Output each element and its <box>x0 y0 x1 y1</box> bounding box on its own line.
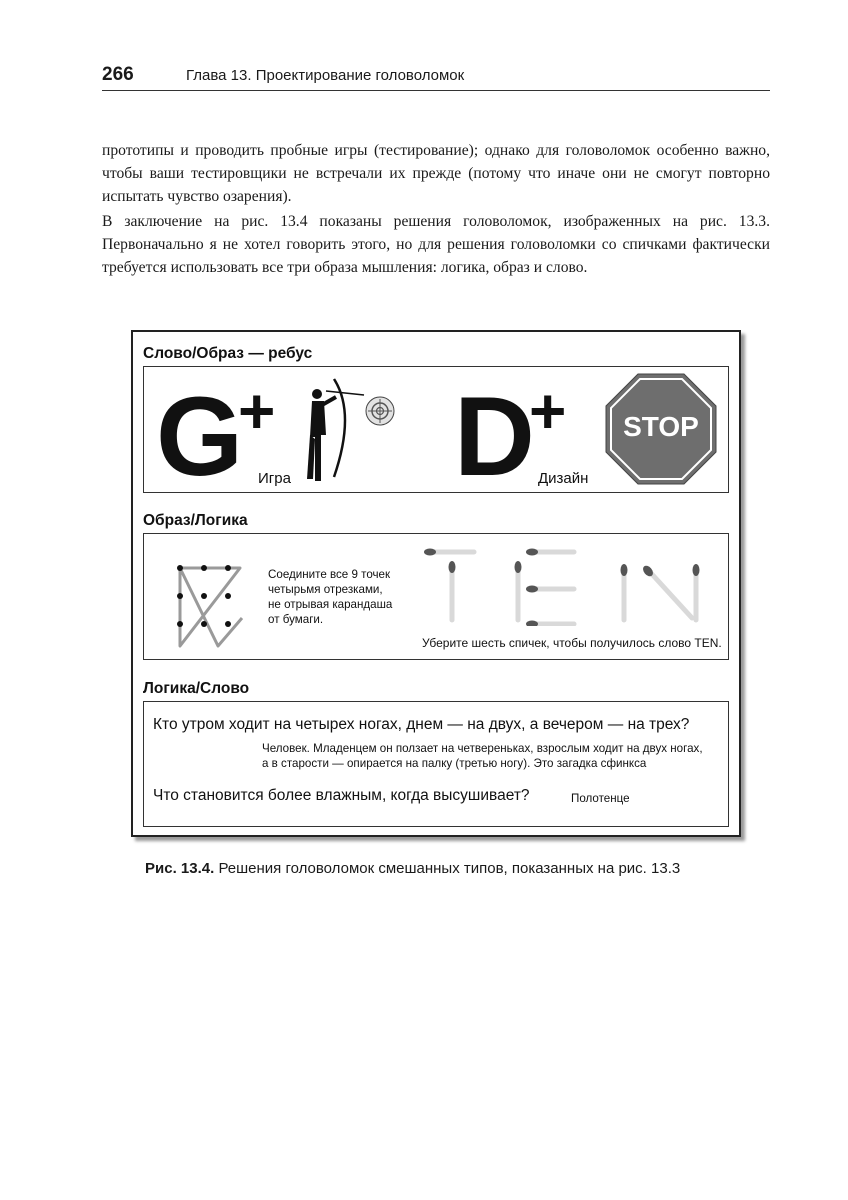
section-image-logic-title: Образ/Логика <box>143 512 248 529</box>
dots-instruction-line: четырьмя отрезками, <box>268 583 383 596</box>
letter-d: D <box>454 374 535 499</box>
caption-text: Решения головоломок смешанных типов, показанных на рис. 13.3 <box>218 860 681 877</box>
label-design: Дизайн <box>538 470 589 487</box>
figure-13-4 <box>131 330 741 837</box>
dots-instruction <box>268 567 392 627</box>
label-game: Игра <box>258 470 291 487</box>
riddle-1-question: Кто утром ходит на четырех ногах, днем — на двух, а вечером — на трех? <box>153 716 690 733</box>
riddle-1-answer <box>262 741 703 771</box>
figure-caption <box>145 860 680 877</box>
section-logic-word-title: Логика/Слово <box>143 680 250 697</box>
match-sticks <box>430 552 696 624</box>
dots-instruction-line: от бумаги. <box>268 613 324 626</box>
paragraph-2: В заключение на рис. 13.4 показаны решения головоломок, изображенных на рис. 13.3. Первоначально я не хотел говорить этого, но для решения головоломки со спичками фактически требуется использовать все три образа мышления: логика, образ и слово. <box>102 213 770 276</box>
nine-dots-puzzle <box>174 558 254 654</box>
caption-label: Рис. 13.4. <box>145 860 215 877</box>
section-word-image-title: Слово/Образ — ребус <box>143 345 313 362</box>
riddle-2-question: Что становится более влажным, когда высушивает? <box>153 787 530 804</box>
paragraph-1: прототипы и проводить пробные игры (тестирование); однако для головоломок особенно важно, чтобы ваши тестировщики не встречали их прежде (потому что иначе они не смогут повторно испытать чувство озарения). <box>102 142 770 205</box>
image-logic-panel <box>143 533 729 660</box>
stop-sign <box>605 373 717 485</box>
plus-sign-1: + <box>238 375 276 447</box>
header-rule <box>102 90 770 91</box>
page-number: 266 <box>102 64 134 85</box>
logic-word-panel <box>143 701 729 827</box>
dots-instruction-line: не отрывая карандаша <box>268 598 393 611</box>
letter-g: G <box>156 374 241 499</box>
riddle-1-answer-line: Человек. Младенцем он ползает на четвереньках, взрослым ходит на двух ногах, <box>262 742 703 755</box>
rebus-panel <box>143 366 729 499</box>
solution-lines <box>180 568 242 646</box>
riddle-1-answer-line: а в старости — опирается на палку (третью ногу). Это загадка сфинкса <box>262 757 647 770</box>
matches-instruction: Уберите шесть спичек, чтобы получилось слово TEN. <box>422 636 722 650</box>
chapter-title: Глава 13. Проектирование головоломок <box>186 67 465 84</box>
riddle-2-answer: Полотенце <box>571 792 630 805</box>
dots-instruction-line: Соедините все 9 точек <box>268 568 391 581</box>
plus-sign-2: + <box>529 375 567 447</box>
archer-icon <box>304 373 404 487</box>
matchsticks-ten <box>414 544 714 626</box>
stop-sign-label: STOP <box>623 411 699 442</box>
